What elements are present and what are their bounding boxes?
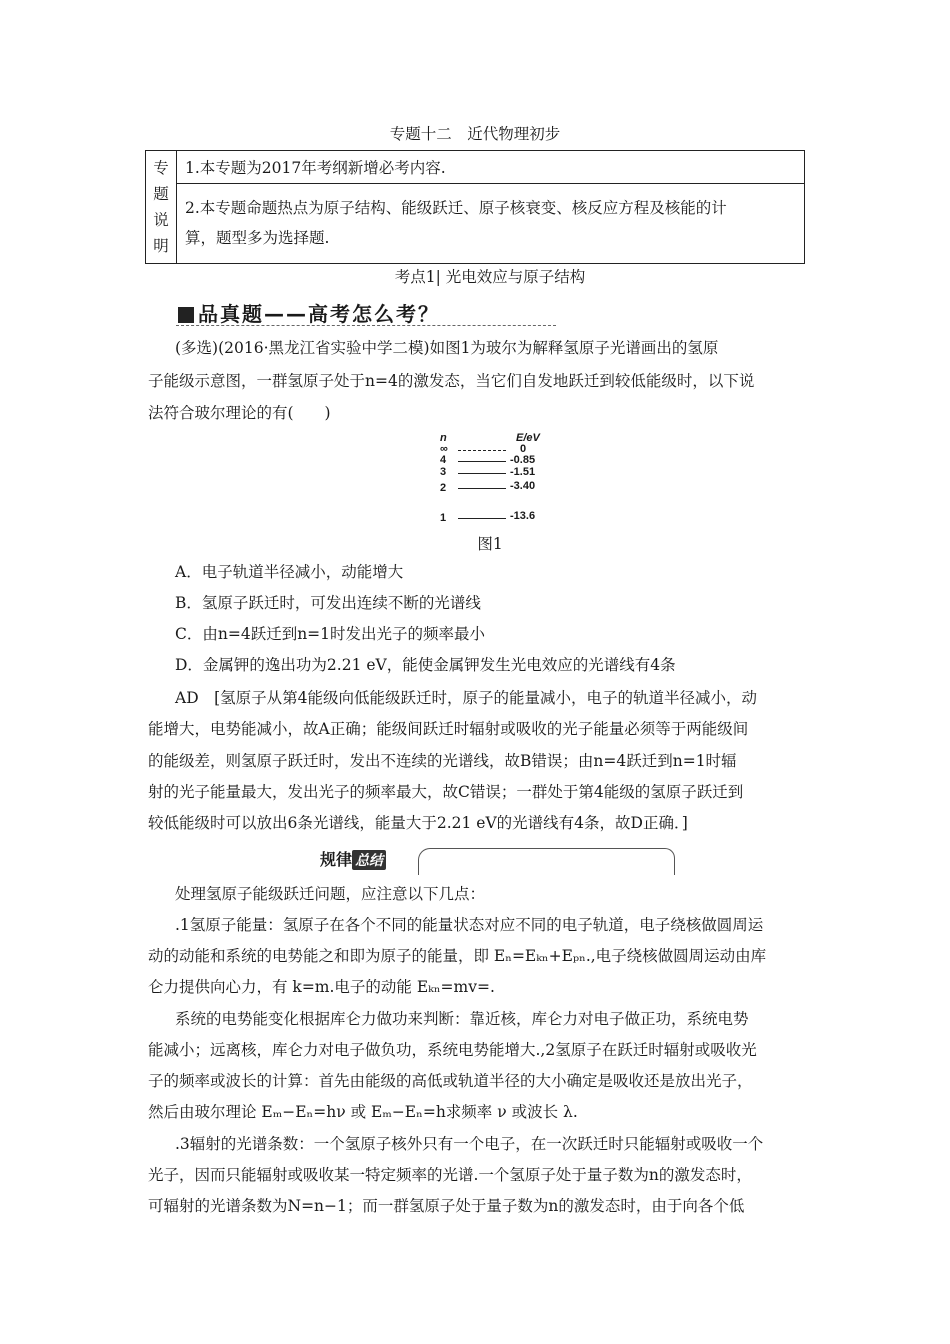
option-d: D．金属钾的逸出功为2.21 eV，能使金属钾发生光电效应的光谱线有4条 [175, 656, 676, 674]
answer-line: 能增大，电势能减小，故A正确；能级间跃迁时辐射或吸收的光子能量必须等于两能级间 [148, 720, 749, 738]
banner: 品真题——高考怎么考？ [178, 298, 440, 327]
level-n: 1 [440, 512, 447, 524]
level-n: 3 [440, 466, 447, 478]
answer-line: AD [氢原子从第4能级向低能级跃迁时，原子的能量减小，电子的轨道半径减小，动 [175, 689, 758, 707]
summary-header-frame [418, 848, 675, 875]
summary-line: 动的动能和系统的电势能之和即为原子的能量，即 Eₙ=Eₖₙ+Eₚₙ.,电子绕核做圆周运动由库 [148, 947, 767, 965]
level-e: -3.40 [510, 480, 536, 492]
topic-info-table [145, 150, 805, 264]
answer-line: 较低能级时可以放出6条光谱线，能量大于2.21 eV的光谱线有4条，故D正确．] [148, 814, 688, 832]
summary-line: 能减小；远离核，库仑力对电子做负功，系统电势能增大.,2氢原子在跃迁时辐射或吸收光 [148, 1041, 757, 1059]
level-e: 0 [520, 443, 527, 455]
level-n: 2 [440, 482, 447, 494]
answer-line: 的能级差，则氢原子跃迁时，发出不连续的光谱线，故B错误；由n=4跃迁到n=1时辐 [148, 752, 737, 770]
summary-line: 可辐射的光谱条数为N=n−1；而一群氢原子处于量子数为n的激发态时，由于向各个低 [148, 1197, 745, 1215]
level-e: -1.51 [510, 466, 536, 478]
summary-line: .3辐射的光谱条数：一个氢原子核外只有一个电子，在一次跃迁时只能辐射或吸收一个 [175, 1135, 764, 1153]
page-title: 专题十二 近代物理初步 [389, 125, 561, 143]
summary-line: 然后由玻尔理论 Eₘ−Eₙ=hν 或 Eₘ−Eₙ=h求频率 ν 或波长 λ. [148, 1103, 578, 1121]
summary-line: .1氢原子能量：氢原子在各个不同的能量状态对应不同的电子轨道，电子绕核做圆周运 [175, 916, 764, 934]
level-n: 4 [440, 454, 447, 466]
figure-caption: 图1 [477, 535, 503, 553]
question-line: 子能级示意图，一群氢原子处于n=4的激发态，当它们自发地跃迁到较低能级时，以下说 [148, 372, 755, 390]
option-b: B．氢原子跃迁时，可发出连续不断的光谱线 [175, 594, 481, 612]
question-line: (多选)(2016·黑龙江省实验中学二模)如图1为玻尔为解释氢原子光谱画出的氢原 [175, 339, 719, 357]
question-line: 法符合玻尔理论的有( ) [148, 404, 331, 422]
info-row-2: 2.本专题命题热点为原子结构、能级跃迁、原子核衰变、核反应方程及核能的计 算，题型多为选择题. [177, 183, 805, 263]
summary-line: 处理氢原子能级跃迁问题，应注意以下几点： [175, 885, 486, 903]
info-row-1: 1.本专题为2017年考纲新增必考内容. [177, 151, 805, 184]
option-a: A．电子轨道半径减小，动能增大 [175, 563, 404, 581]
e-axis-label: E/eV [516, 432, 540, 444]
summary-line: 仑力提供向心力，有 k=m.电子的动能 Eₖₙ=mv=. [148, 978, 495, 996]
n-axis-label: n [440, 432, 447, 444]
banner-divider [176, 325, 556, 326]
summary-header: 规律 总结 [320, 847, 386, 870]
summary-line: 子的频率或波长的计算：首先由能级的高低或轨道半径的大小确定是吸收还是放出光子， [148, 1072, 753, 1090]
option-c: C．由n=4跃迁到n=1时发出光子的频率最小 [175, 625, 486, 643]
summary-line: 光子，因而只能辐射或吸收某一特定频率的光谱.一个氢原子处于量子数为n的激发态时， [148, 1166, 752, 1184]
side-label: 专 题 说 明 [146, 151, 177, 264]
section-heading: 考点1| 光电效应与原子结构 [394, 268, 586, 286]
level-e: -13.6 [510, 510, 536, 522]
answer-line: 射的光子能量最大，发出光子的频率最大，故C错误；一群处于第4能级的氢原子跃迁到 [148, 783, 744, 801]
energy-level-diagram [440, 432, 560, 527]
level-e: -0.85 [510, 454, 536, 466]
level-n: ∞ [440, 443, 448, 455]
summary-line: 系统的电势能变化根据库仑力做功来判断：靠近核，库仑力对电子做正功，系统电势 [175, 1010, 749, 1028]
banner-icon [178, 307, 194, 323]
